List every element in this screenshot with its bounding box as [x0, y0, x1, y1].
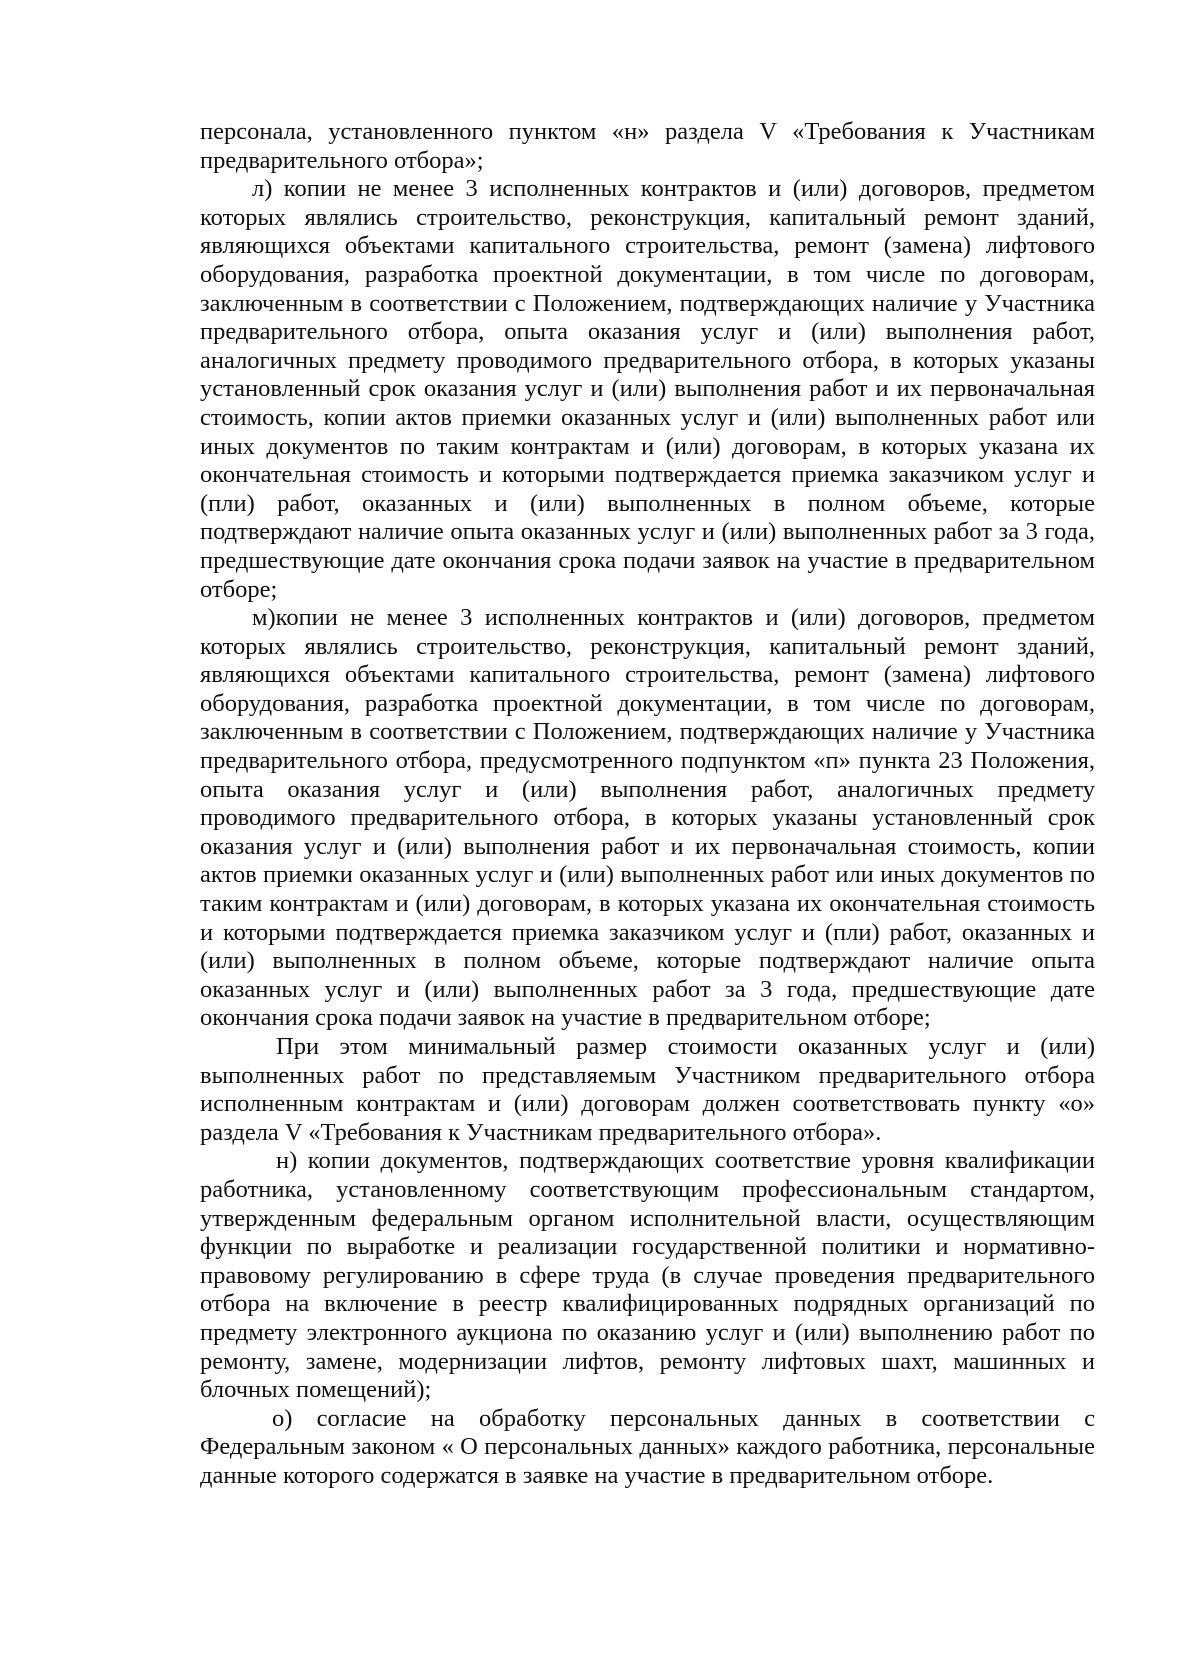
paragraph-item-o: о) согласие на обработку персональных данных в соответствии с Федеральным законом « О персональных данных» каждого работника, персональные данные которого содержатся в заявке на участие в предварительном отборе. [200, 1404, 1095, 1489]
paragraph-item-m: м)копии не менее 3 исполненных контрактов и (или) договоров, предметом которых являлись строительство, реконструкция, капитальный ремонт зданий, являющихся объектами капитального строительства, ремонт (замена) лифтового оборудования, разработка проектной документации, в том числе по договорам, заключенным в соответствии с Положением, подтверждающих наличие у Участника предварительного отбора, предусмотренного подпунктом «п» пункта 23 Положения, опыта оказания услуг и (или) выполнения работ, аналогичных предмету проводимого предварительного отбора, в которых указаны установленный срок оказания услуг и (или) выполнения работ и их первоначальная стоимость, копии актов приемки оказанных услуг и (или) выполненных работ или иных документов по таким контрактам и (или) договорам, в которых указана их окончательная стоимость и которыми подтверждается приемка заказчиком услуг и (пли) работ, оказанных и (или) выполненных в полном объеме, которые подтверждают наличие опыта оказанных услуг и (или) выполненных работ за 3 года, предшествующие дате окончания срока подачи заявок на участие в предварительном отборе; [200, 604, 1095, 1032]
paragraph-item-l: л) копии не менее 3 исполненных контрактов и (или) договоров, предметом которых являлись строительство, реконструкция, капитальный ремонт зданий, являющихся объектами капитального строительства, ремонт (замена) лифтового оборудования, разработка проектной документации, в том числе по договорам, заключенным в соответствии с Положением, подтверждающих наличие у Участника предварительного отбора, опыта оказания услуг и (или) выполнения работ, аналогичных предмету проводимого предварительного отбора, в которых указаны установленный срок оказания услуг и (или) выполнения работ и их первоначальная стоимость, копии актов приемки оказанных услуг и (или) выполненных работ или иных документов по таким контрактам и (или) договорам, в которых указана их окончательная стоимость и которыми подтверждается приемка заказчиком услуг и (пли) работ, оказанных и (или) выполненных в полном объеме, которые подтверждают наличие опыта оказанных услуг и (или) выполненных работ за 3 года, предшествующие дате окончания срока подачи заявок на участие в предварительном отборе; [200, 175, 1095, 603]
document-body [200, 118, 1095, 1491]
paragraph-item-n: н) копии документов, подтверждающих соответствие уровня квалификации работника, установленному соответствующим профессиональным стандартом, утвержденным федеральным органом исполнительной власти, осуществляющим функции по выработке и реализации государственной политики и нормативно-правовому регулированию в сфере труда (в случае проведения предварительного отбора на включение в реестр квалифицированных подрядных организаций по предмету электронного аукциона по оказанию услуг и (или) выполнению работ по ремонту, замене, модернизации лифтов, ремонту лифтовых шахт, машинных и блочных помещений); [200, 1147, 1095, 1404]
paragraph-continuation: персонала, установленного пунктом «н» раздела V «Требования к Участникам предварительного отбора»; [200, 118, 1095, 174]
paragraph-note: При этом минимальный размер стоимости оказанных услуг и (или) выполненных работ по представляемым Участником предварительного отбора исполненным контрактам и (или) договорам должен соответствовать пункту «о» раздела V «Требования к Участникам предварительного отбора». [200, 1033, 1095, 1146]
